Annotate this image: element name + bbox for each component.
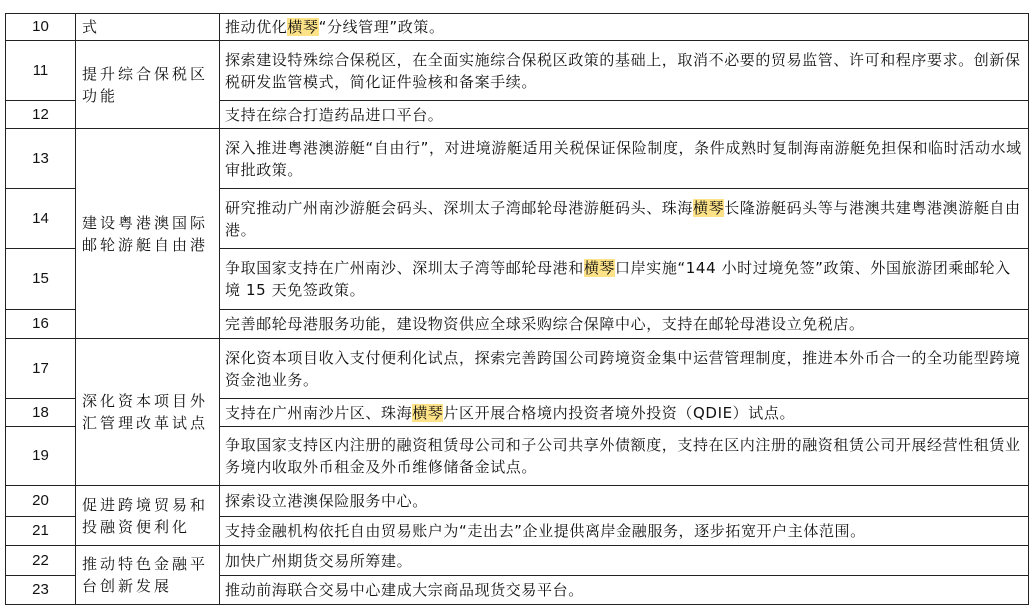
table-row bbox=[6, 546, 1029, 576]
content-cell: 深化资本项目收入支付便利化试点，探索完善跨国公司跨境资金集中运营管理制度，推进本外币合一的全功能型跨境资金池业务。 bbox=[220, 339, 1029, 399]
category-cell: 式 bbox=[76, 14, 220, 41]
content-cell: 探索设立港澳保险服务中心。 bbox=[220, 486, 1029, 517]
category-cell: 提升综合保税区功能 bbox=[76, 41, 220, 129]
row-number: 10 bbox=[6, 14, 76, 41]
row-number: 19 bbox=[6, 427, 76, 486]
table-row bbox=[6, 339, 1029, 399]
row-number: 22 bbox=[6, 546, 76, 576]
row-number: 14 bbox=[6, 189, 76, 249]
row-number: 11 bbox=[6, 41, 76, 101]
row-number: 17 bbox=[6, 339, 76, 399]
row-number: 18 bbox=[6, 399, 76, 427]
highlighted-term: 横琴 bbox=[693, 198, 725, 217]
content-cell: 完善邮轮母港服务功能，建设物资供应全球采购综合保障中心，支持在邮轮母港设立免税店。 bbox=[220, 310, 1029, 339]
category-cell: 推动特色金融平台创新发展 bbox=[76, 546, 220, 605]
table-row bbox=[6, 14, 1029, 41]
content-cell: 支持在广州南沙片区、珠海横琴片区开展合格境内投资者境外投资（QDIE）试点。 bbox=[220, 399, 1029, 427]
highlighted-term: 横琴 bbox=[583, 259, 616, 277]
row-number: 16 bbox=[6, 310, 76, 339]
row-number: 15 bbox=[6, 249, 76, 310]
content-cell: 研究推动广州南沙游艇会码头、深圳太子湾邮轮母港游艇码头、珠海横琴长隆游艇码头等与港澳共建粤港澳游艇自由港。 bbox=[220, 189, 1029, 249]
content-cell: 支持金融机构依托自由贸易账户为“走出去”企业提供离岸金融服务，逐步拓宽开户主体范围。 bbox=[220, 517, 1029, 546]
row-number: 20 bbox=[6, 486, 76, 517]
category-cell: 深化资本项目外汇管理改革试点 bbox=[76, 339, 220, 486]
content-cell: 推动优化横琴“分线管理”政策。 bbox=[220, 14, 1029, 41]
table-row bbox=[6, 129, 1029, 189]
content-cell: 争取国家支持区内注册的融资租赁母公司和子公司共享外债额度，支持在区内注册的融资租赁公司开展经营性租赁业务境内收取外币租金及外币维修储备金试点。 bbox=[220, 427, 1029, 486]
highlighted-term: 横琴 bbox=[287, 18, 319, 36]
content-cell: 探索建设特殊综合保税区，在全面实施综合保税区政策的基础上，取消不必要的贸易监管、许可和程序要求。创新保税研发监管模式，简化证件验核和备案手续。 bbox=[220, 41, 1029, 101]
category-cell: 建设粤港澳国际邮轮游艇自由港 bbox=[76, 129, 220, 339]
content-cell: 加快广州期货交易所筹建。 bbox=[220, 546, 1029, 576]
row-number: 13 bbox=[6, 129, 76, 189]
highlighted-term: 横琴 bbox=[412, 403, 444, 422]
row-number: 23 bbox=[6, 576, 76, 605]
row-number: 12 bbox=[6, 101, 76, 129]
content-cell: 争取国家支持在广州南沙、深圳太子湾等邮轮母港和横琴口岸实施“144 小时过境免签”政策、外国旅游团乘邮轮入境 15 天免签政策。 bbox=[220, 249, 1029, 310]
table-row bbox=[6, 41, 1029, 101]
row-number: 21 bbox=[6, 517, 76, 546]
policy-table bbox=[5, 13, 1029, 605]
content-cell: 推动前海联合交易中心建成大宗商品现货交易平台。 bbox=[220, 576, 1029, 605]
content-cell: 支持在综合打造药品进口平台。 bbox=[220, 101, 1029, 129]
table-row bbox=[6, 486, 1029, 517]
category-cell: 促进跨境贸易和投融资便利化 bbox=[76, 486, 220, 546]
content-cell: 深入推进粤港澳游艇“自由行”，对进境游艇适用关税保证保险制度，条件成熟时复制海南游艇免担保和临时活动水域审批政策。 bbox=[220, 129, 1029, 189]
